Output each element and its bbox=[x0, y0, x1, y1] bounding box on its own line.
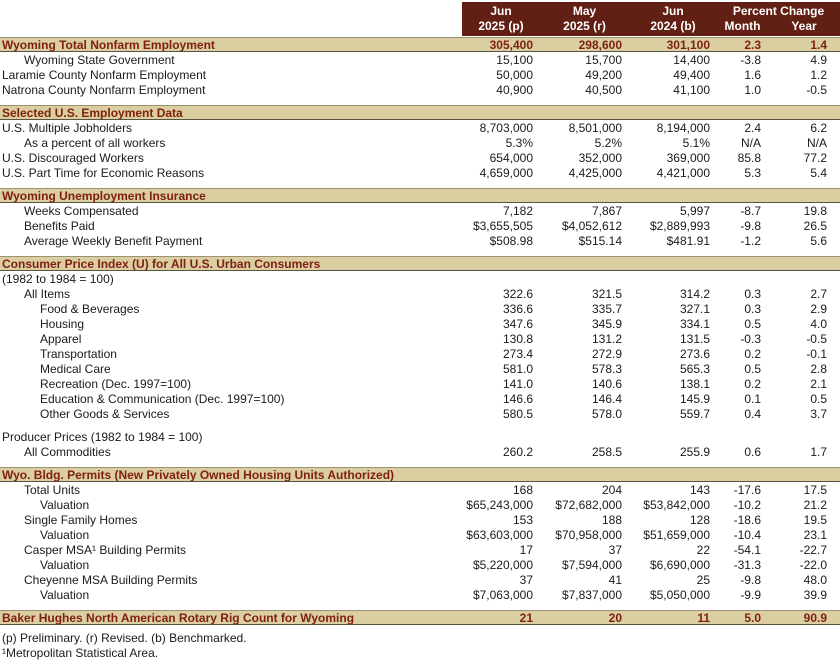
row-label: Wyoming Unemployment Insurance bbox=[2, 188, 206, 203]
value-cell: 21.2 bbox=[803, 497, 827, 512]
row-label: Other Goods & Services bbox=[40, 406, 170, 421]
value-cell: 14,400 bbox=[673, 52, 710, 67]
row-label: All Items bbox=[24, 286, 71, 301]
value-cell: 188 bbox=[601, 512, 622, 527]
data-row bbox=[0, 286, 840, 301]
value-cell: 15,100 bbox=[496, 52, 533, 67]
row-label: Recreation (Dec. 1997=100) bbox=[40, 376, 192, 391]
row-label: Medical Care bbox=[40, 361, 111, 376]
value-cell: 153 bbox=[512, 512, 533, 527]
value-cell: 1.2 bbox=[810, 67, 827, 82]
value-cell: $72,682,000 bbox=[555, 497, 622, 512]
row-label: U.S. Multiple Jobholders bbox=[2, 120, 133, 135]
value-cell: -9.9 bbox=[740, 587, 761, 602]
value-cell: 335.7 bbox=[591, 301, 622, 316]
value-cell: 7,182 bbox=[502, 203, 533, 218]
value-cell: 0.5 bbox=[744, 361, 761, 376]
value-cell: 301,100 bbox=[666, 37, 710, 52]
value-cell: 1.4 bbox=[810, 37, 827, 52]
data-row bbox=[0, 52, 840, 67]
data-row bbox=[0, 218, 840, 233]
row-label: (1982 to 1984 = 100) bbox=[2, 271, 114, 286]
value-cell: 559.7 bbox=[679, 406, 710, 421]
value-cell: 314.2 bbox=[679, 286, 710, 301]
data-row bbox=[0, 82, 840, 97]
table-body bbox=[0, 37, 840, 625]
value-cell: 90.9 bbox=[803, 610, 827, 625]
value-cell: 0.4 bbox=[744, 406, 761, 421]
row-label: Valuation bbox=[40, 557, 90, 572]
value-cell: 345.9 bbox=[591, 316, 622, 331]
value-cell: 321.5 bbox=[591, 286, 622, 301]
percent-change-subheaders bbox=[717, 19, 840, 34]
footnotes bbox=[0, 631, 840, 661]
value-cell: -0.3 bbox=[740, 331, 761, 346]
data-row bbox=[0, 497, 840, 512]
data-row bbox=[0, 271, 840, 286]
row-label: Valuation bbox=[40, 587, 90, 602]
value-cell: $2,889,993 bbox=[649, 218, 710, 233]
header-columns-block bbox=[462, 2, 840, 36]
value-cell: 578.0 bbox=[591, 406, 622, 421]
value-cell: 41 bbox=[608, 572, 622, 587]
value-cell: 1.0 bbox=[744, 82, 761, 97]
column-header-line1: May bbox=[572, 4, 597, 18]
row-gap bbox=[0, 459, 840, 467]
data-row bbox=[0, 301, 840, 316]
value-cell: 327.1 bbox=[679, 301, 710, 316]
value-cell: N/A bbox=[740, 135, 761, 150]
percent-change-title: Percent Change bbox=[732, 4, 825, 18]
value-cell: -10.4 bbox=[733, 527, 761, 542]
value-cell: 2.4 bbox=[744, 120, 761, 135]
row-label: Single Family Homes bbox=[24, 512, 138, 527]
value-cell: -9.8 bbox=[740, 218, 761, 233]
table-header bbox=[0, 2, 840, 36]
value-cell: $5,220,000 bbox=[472, 557, 533, 572]
value-cell: 26.5 bbox=[803, 218, 827, 233]
value-cell: $481.91 bbox=[666, 233, 710, 248]
value-cell: -22.7 bbox=[799, 542, 827, 557]
data-row bbox=[0, 527, 840, 542]
value-cell: 130.8 bbox=[502, 331, 533, 346]
value-cell: 20 bbox=[608, 610, 622, 625]
row-label: Wyo. Bldg. Permits (New Privately Owned Housing Units Authorized) bbox=[2, 467, 395, 482]
value-cell: 5.0 bbox=[744, 610, 761, 625]
value-cell: 305,400 bbox=[489, 37, 533, 52]
value-cell: 0.3 bbox=[744, 286, 761, 301]
data-row bbox=[0, 316, 840, 331]
value-cell: $70,958,000 bbox=[555, 527, 622, 542]
value-cell: 40,900 bbox=[496, 82, 533, 97]
section-row bbox=[0, 188, 840, 203]
value-cell: 347.6 bbox=[502, 316, 533, 331]
value-cell: 141.0 bbox=[502, 376, 533, 391]
column-header-may-2025 bbox=[540, 2, 629, 36]
data-row bbox=[0, 512, 840, 527]
row-gap bbox=[0, 180, 840, 188]
value-cell: -3.8 bbox=[740, 52, 761, 67]
row-label: Casper MSA¹ Building Permits bbox=[24, 542, 187, 557]
value-cell: 258.5 bbox=[591, 444, 622, 459]
value-cell: 260.2 bbox=[502, 444, 533, 459]
value-cell: 17.5 bbox=[803, 482, 827, 497]
row-label: All Commodities bbox=[24, 444, 111, 459]
value-cell: $63,603,000 bbox=[466, 527, 533, 542]
value-cell: 19.8 bbox=[803, 203, 827, 218]
value-cell: 143 bbox=[689, 482, 710, 497]
data-row bbox=[0, 165, 840, 180]
value-cell: 49,200 bbox=[585, 67, 622, 82]
value-cell: 4.0 bbox=[810, 316, 827, 331]
value-cell: 131.2 bbox=[591, 331, 622, 346]
value-cell: $5,050,000 bbox=[649, 587, 710, 602]
row-label: As a percent of all workers bbox=[24, 135, 166, 150]
value-cell: 5,997 bbox=[679, 203, 710, 218]
data-row bbox=[0, 67, 840, 82]
data-row bbox=[0, 391, 840, 406]
value-cell: -8.7 bbox=[740, 203, 761, 218]
value-cell: 272.9 bbox=[591, 346, 622, 361]
value-cell: -9.8 bbox=[740, 572, 761, 587]
value-cell: 0.5 bbox=[810, 391, 827, 406]
data-row bbox=[0, 444, 840, 459]
value-cell: 37 bbox=[519, 572, 533, 587]
value-cell: 4,425,000 bbox=[568, 165, 622, 180]
value-cell: 2.8 bbox=[810, 361, 827, 376]
data-row bbox=[0, 331, 840, 346]
value-cell: 8,501,000 bbox=[568, 120, 622, 135]
value-cell: 49,400 bbox=[673, 67, 710, 82]
column-header-line2: 2025 (p) bbox=[478, 19, 524, 33]
value-cell: 7,867 bbox=[591, 203, 622, 218]
value-cell: 39.9 bbox=[803, 587, 827, 602]
row-label: Weeks Compensated bbox=[24, 203, 139, 218]
column-header-year: Year bbox=[791, 19, 817, 33]
value-cell: 0.1 bbox=[744, 391, 761, 406]
value-cell: 3.7 bbox=[810, 406, 827, 421]
value-cell: 0.2 bbox=[744, 346, 761, 361]
value-cell: 580.5 bbox=[502, 406, 533, 421]
value-cell: 41,100 bbox=[673, 82, 710, 97]
value-cell: 2.1 bbox=[810, 376, 827, 391]
section-row bbox=[0, 467, 840, 482]
value-cell: 5.2% bbox=[594, 135, 622, 150]
value-cell: -10.2 bbox=[733, 497, 761, 512]
value-cell: 15,700 bbox=[585, 52, 622, 67]
row-label: Education & Communication (Dec. 1997=100) bbox=[40, 391, 285, 406]
value-cell: -0.1 bbox=[806, 346, 827, 361]
footnote-msa: ¹Metropolitan Statistical Area. bbox=[2, 646, 159, 660]
row-label: Natrona County Nonfarm Employment bbox=[2, 82, 206, 97]
row-label: Selected U.S. Employment Data bbox=[2, 105, 183, 120]
header-label-spacer bbox=[0, 2, 462, 36]
value-cell: 5.1% bbox=[682, 135, 710, 150]
value-cell: 37 bbox=[608, 542, 622, 557]
data-row bbox=[0, 557, 840, 572]
value-cell: 21 bbox=[519, 610, 533, 625]
value-cell: 138.1 bbox=[679, 376, 710, 391]
value-cell: 578.3 bbox=[591, 361, 622, 376]
row-label: Transportation bbox=[40, 346, 117, 361]
row-label: U.S. Discouraged Workers bbox=[2, 150, 144, 165]
section-row bbox=[0, 256, 840, 271]
value-cell: 77.2 bbox=[803, 150, 827, 165]
value-cell: $3,655,505 bbox=[472, 218, 533, 233]
row-gap bbox=[0, 602, 840, 610]
percent-change-header-group bbox=[717, 2, 840, 36]
value-cell: $51,659,000 bbox=[643, 527, 710, 542]
value-cell: 8,194,000 bbox=[656, 120, 710, 135]
row-label: Benefits Paid bbox=[24, 218, 95, 233]
column-header-line2: 2024 (b) bbox=[650, 19, 696, 33]
value-cell: N/A bbox=[806, 135, 827, 150]
data-row bbox=[0, 376, 840, 391]
value-cell: $7,594,000 bbox=[561, 557, 622, 572]
value-cell: 5.6 bbox=[810, 233, 827, 248]
value-cell: 4,659,000 bbox=[479, 165, 533, 180]
data-row bbox=[0, 203, 840, 218]
value-cell: 8,703,000 bbox=[479, 120, 533, 135]
data-row bbox=[0, 542, 840, 557]
row-label: Laramie County Nonfarm Employment bbox=[2, 67, 207, 82]
value-cell: 23.1 bbox=[803, 527, 827, 542]
section-row bbox=[0, 105, 840, 120]
value-cell: 255.9 bbox=[679, 444, 710, 459]
data-row bbox=[0, 150, 840, 165]
value-cell: 1.6 bbox=[744, 67, 761, 82]
row-label: Average Weekly Benefit Payment bbox=[24, 233, 203, 248]
value-cell: 50,000 bbox=[496, 67, 533, 82]
value-cell: 11 bbox=[697, 610, 710, 625]
row-label: Wyoming Total Nonfarm Employment bbox=[2, 37, 215, 52]
section-row bbox=[0, 610, 840, 625]
value-cell: 2.7 bbox=[810, 286, 827, 301]
value-cell: -0.5 bbox=[806, 82, 827, 97]
value-cell: 128 bbox=[689, 512, 710, 527]
value-cell: 298,600 bbox=[578, 37, 622, 52]
data-row bbox=[0, 346, 840, 361]
value-cell: -22.0 bbox=[799, 557, 827, 572]
data-row bbox=[0, 135, 840, 150]
column-header-line1: Jun bbox=[662, 4, 684, 18]
row-gap bbox=[0, 248, 840, 256]
economic-indicators-table bbox=[0, 2, 840, 663]
value-cell: $6,690,000 bbox=[649, 557, 710, 572]
value-cell: 4,421,000 bbox=[656, 165, 710, 180]
row-gap bbox=[0, 421, 840, 429]
data-row bbox=[0, 429, 840, 444]
row-label: Housing bbox=[40, 316, 85, 331]
value-cell: $508.98 bbox=[489, 233, 533, 248]
value-cell: -0.5 bbox=[806, 331, 827, 346]
value-cell: $53,842,000 bbox=[643, 497, 710, 512]
row-label: Food & Beverages bbox=[40, 301, 140, 316]
column-header-month: Month bbox=[724, 19, 761, 33]
value-cell: 2.9 bbox=[810, 301, 827, 316]
value-cell: 140.6 bbox=[591, 376, 622, 391]
row-label: Total Units bbox=[24, 482, 81, 497]
value-cell: -31.3 bbox=[733, 557, 761, 572]
column-header-jun-2025 bbox=[462, 2, 540, 36]
value-cell: 334.1 bbox=[679, 316, 710, 331]
data-row bbox=[0, 406, 840, 421]
value-cell: 5.3 bbox=[744, 165, 761, 180]
value-cell: 0.5 bbox=[744, 316, 761, 331]
row-label: Valuation bbox=[40, 497, 90, 512]
value-cell: 4.9 bbox=[810, 52, 827, 67]
value-cell: 0.6 bbox=[744, 444, 761, 459]
value-cell: 168 bbox=[512, 482, 533, 497]
row-label: Cheyenne MSA Building Permits bbox=[24, 572, 198, 587]
column-header-jun-2024 bbox=[629, 2, 717, 36]
row-gap bbox=[0, 97, 840, 105]
row-label: Baker Hughes North American Rotary Rig Count for Wyoming bbox=[2, 610, 355, 625]
value-cell: -1.2 bbox=[740, 233, 761, 248]
value-cell: 22 bbox=[696, 542, 710, 557]
value-cell: 5.3% bbox=[505, 135, 533, 150]
value-cell: 85.8 bbox=[737, 150, 761, 165]
value-cell: 273.4 bbox=[502, 346, 533, 361]
data-row bbox=[0, 361, 840, 376]
value-cell: $4,052,612 bbox=[561, 218, 622, 233]
value-cell: $7,837,000 bbox=[561, 587, 622, 602]
row-label: Apparel bbox=[40, 331, 82, 346]
value-cell: 146.6 bbox=[502, 391, 533, 406]
data-row bbox=[0, 233, 840, 248]
value-cell: 565.3 bbox=[679, 361, 710, 376]
value-cell: -54.1 bbox=[733, 542, 761, 557]
value-cell: 6.2 bbox=[810, 120, 827, 135]
data-row bbox=[0, 572, 840, 587]
value-cell: 352,000 bbox=[578, 150, 622, 165]
value-cell: 2.3 bbox=[744, 37, 761, 52]
value-cell: 1.7 bbox=[810, 444, 827, 459]
value-cell: 0.3 bbox=[744, 301, 761, 316]
value-cell: 131.5 bbox=[679, 331, 710, 346]
value-cell: 273.6 bbox=[679, 346, 710, 361]
data-row bbox=[0, 587, 840, 602]
data-row bbox=[0, 482, 840, 497]
section-row bbox=[0, 37, 840, 52]
value-cell: -17.6 bbox=[733, 482, 761, 497]
value-cell: -18.6 bbox=[733, 512, 761, 527]
value-cell: 322.6 bbox=[502, 286, 533, 301]
row-label: Consumer Price Index (U) for All U.S. Urban Consumers bbox=[2, 256, 321, 271]
value-cell: 0.2 bbox=[744, 376, 761, 391]
value-cell: $65,243,000 bbox=[466, 497, 533, 512]
value-cell: 204 bbox=[601, 482, 622, 497]
column-header-line2: 2025 (r) bbox=[563, 19, 606, 33]
row-label: Valuation bbox=[40, 527, 90, 542]
value-cell: 145.9 bbox=[679, 391, 710, 406]
row-label: Wyoming State Government bbox=[24, 52, 175, 67]
value-cell: 369,000 bbox=[666, 150, 710, 165]
row-label: U.S. Part Time for Economic Reasons bbox=[2, 165, 205, 180]
row-label: Producer Prices (1982 to 1984 = 100) bbox=[2, 429, 203, 444]
value-cell: 25 bbox=[696, 572, 710, 587]
value-cell: 146.4 bbox=[591, 391, 622, 406]
column-header-line1: Jun bbox=[490, 4, 512, 18]
value-cell: 19.5 bbox=[803, 512, 827, 527]
value-cell: 17 bbox=[519, 542, 533, 557]
value-cell: 336.6 bbox=[502, 301, 533, 316]
value-cell: 40,500 bbox=[585, 82, 622, 97]
value-cell: 48.0 bbox=[803, 572, 827, 587]
value-cell: 654,000 bbox=[489, 150, 533, 165]
value-cell: $7,063,000 bbox=[472, 587, 533, 602]
footnote-abbreviations: (p) Preliminary. (r) Revised. (b) Benchmarked. bbox=[2, 631, 247, 645]
value-cell: 581.0 bbox=[502, 361, 533, 376]
value-cell: $515.14 bbox=[578, 233, 622, 248]
value-cell: 5.4 bbox=[810, 165, 827, 180]
data-row bbox=[0, 120, 840, 135]
